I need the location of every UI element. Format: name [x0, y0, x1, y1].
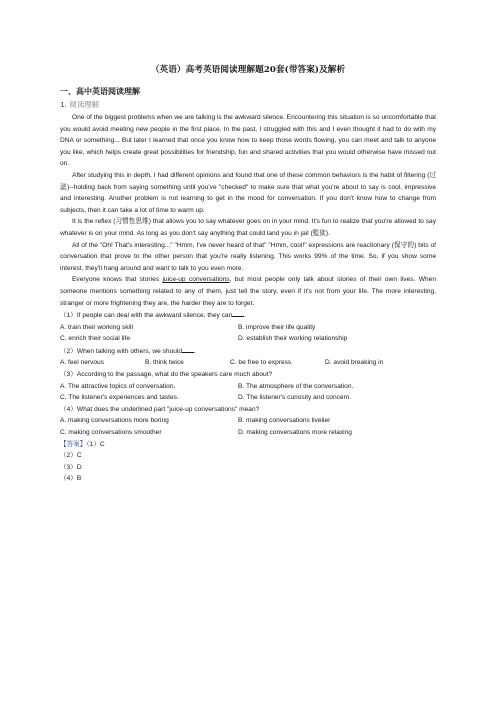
- options-row: [60, 415, 436, 427]
- options-row: [60, 381, 436, 393]
- question-stem: （1）If people can deal with the awkward silence, they can .: [60, 309, 436, 322]
- answer-blank: [182, 345, 194, 353]
- answer-item: （3）D: [60, 463, 82, 471]
- question-label: 阅读理解: [69, 100, 99, 109]
- option: B. think twice: [145, 359, 184, 367]
- options-row: [60, 392, 436, 404]
- option: C. The listener's experiences and tastes.: [60, 394, 179, 402]
- passage-paragraph: After studying this in depth, I had different opinions and found that one of these common behaviors is the habit of filtering (过滤)--holding back from saying something until you've "checked" to make sure that what you're about to say is cool, impressive and interesting. Another problem is not learning to get in the mood for conversation. If you don't know how to change from subjects, then it can take a lot of time to warm up.: [60, 171, 436, 214]
- option: C. be free to express: [230, 359, 292, 367]
- underlined-phrase: juice-up conversations: [162, 276, 230, 284]
- option: C. making conversations smoother: [60, 429, 162, 437]
- question-number: 1.: [60, 100, 68, 109]
- options-row: [60, 322, 436, 334]
- question-header: [60, 99, 99, 110]
- passage-paragraph: [60, 274, 436, 309]
- option: C. enrich their social life: [60, 335, 130, 343]
- passage-paragraph: It is the reflex (习惯性思维) that allows you to say whatever goes on in your mind. It's fun to realize that you're allowed to say whatever is on your mind. As long as you don't say anything that could land you in jail (監狱).: [60, 218, 436, 237]
- passage-paragraph: One of the biggest problems when we are talking is the awkward silence. Encountering this situation is so uncomfortable that you would avoid meeting new people in the first place. In the past, I struggled with this and I even thought it had to do with my DNA or something... But later I learned that once you know how to keep those words flowing, you can meet and talk to anyone you like, which helps create great possibilities for friendship, fun and shared activities that you would otherwise have missed out on.: [60, 114, 436, 168]
- question-stem: （3）According to the passage, what do the speakers care much about?: [60, 371, 273, 379]
- para-text: , but most people only talk about stories of their own lives. When someone mentions something related to any of them, just tell the story, even if it's not from your life. The more interesting, stranger or more frightening they are, the harder they are to forget.: [60, 276, 436, 307]
- passage-body: [60, 112, 436, 485]
- options-row: [60, 427, 436, 439]
- answer-item: （4）B: [60, 475, 82, 483]
- option: A. feel nervous: [60, 359, 104, 367]
- options-row: [60, 357, 436, 369]
- option: D. establish their working relationship: [238, 335, 348, 343]
- option: B. improve their life quality: [238, 323, 316, 331]
- section-heading: 一、高中英语阅读理解: [60, 86, 140, 96]
- answer-line: [60, 439, 436, 451]
- option: D. The listener's curiosity and concern.: [238, 394, 352, 402]
- para-text: Everyone knows that stories: [72, 276, 163, 284]
- option: D. making conversations more relaxing: [238, 429, 352, 437]
- option: D. avoid breaking in: [325, 359, 384, 367]
- option: A. The attractive topics of conversation.: [60, 382, 176, 390]
- document-title: （英语）高考英语阅读理解题20套(带答案)及解析: [150, 65, 346, 75]
- options-row: [60, 333, 436, 345]
- question-stem: （4）What does the underlined part "juice-up conversations" mean?: [60, 405, 260, 413]
- answer-blank: [232, 309, 244, 317]
- answer-label: 【答案】: [60, 440, 87, 448]
- option: B. The atmosphere of the conversation.: [238, 382, 354, 390]
- option: A. train their working skill: [60, 323, 133, 331]
- answer-item: （2）C: [60, 452, 82, 460]
- passage-paragraph: All of the "Oh! That's interesting..." "Hmm, I've never heard of that" "Hmm, cool!" expressions are reactionary (保守的) bits of conversation that prove to the other person that you're really listening. This works 99% of the time. So, if you show some interest, they'll hang around and want to talk to you even more.: [60, 241, 436, 272]
- option: B. making conversations livelier: [238, 417, 331, 425]
- question-stem: （2）When talking with others, we should .: [60, 345, 436, 358]
- answer-item: （1）C: [86, 440, 105, 448]
- option: A. making conversations more boring: [60, 417, 169, 425]
